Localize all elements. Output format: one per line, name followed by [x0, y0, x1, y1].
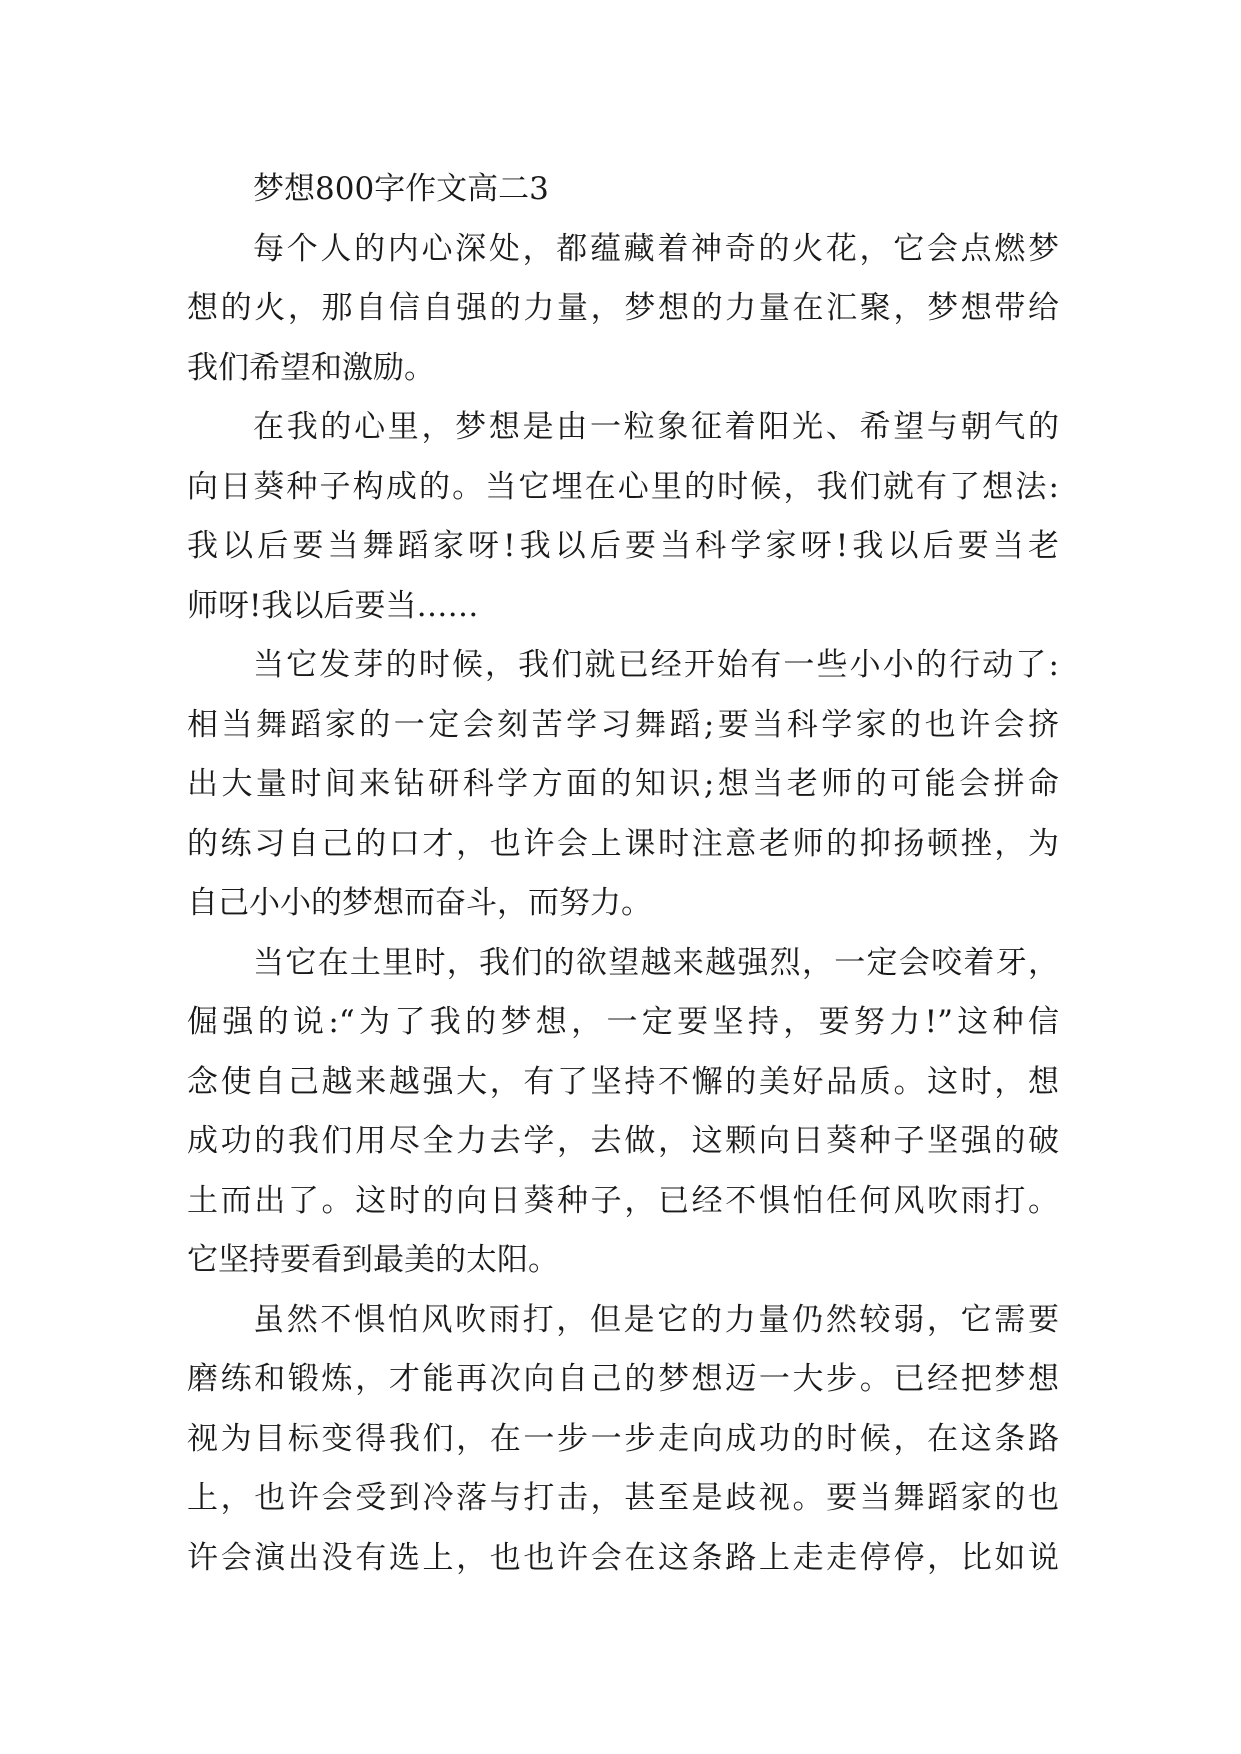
paragraph-line: 成功的我们用尽全力去学，去做，这颗向日葵种子坚强的破 — [187, 1123, 1059, 1159]
paragraph-line: 出大量时间来钻研科学方面的知识;想当老师的可能会拼命 — [187, 766, 1059, 802]
paragraph-line: 向日葵种子构成的。当它埋在心里的时候，我们就有了想法: — [187, 468, 1059, 505]
paragraph-line: 我以后要当舞蹈家呀!我以后要当科学家呀!我以后要当老 — [187, 528, 1059, 564]
paragraph-line: 虽然不惧怕风吹雨打，但是它的力量仍然较弱，它需要 — [253, 1301, 1059, 1338]
paragraph-line: 我们希望和激励。 — [187, 349, 435, 386]
paragraph-line: 它坚持要看到最美的太阳。 — [187, 1242, 559, 1278]
paragraph-line: 每个人的内心深处，都蕴藏着神奇的火花，它会点燃梦 — [253, 230, 1059, 267]
paragraph-line: 倔强的说:“为了我的梦想，一定要坚持，要努力!”这种信 — [187, 1004, 1059, 1040]
paragraph-line: 相当舞蹈家的一定会刻苦学习舞蹈;要当科学家的也许会挤 — [187, 706, 1059, 743]
paragraph-line: 在我的心里，梦想是由一粒象征着阳光、希望与朝气的 — [253, 409, 1059, 445]
paragraph-line: 上，也许会受到冷落与打击，甚至是歧视。要当舞蹈家的也 — [187, 1480, 1059, 1516]
document-body — [187, 160, 1059, 1588]
paragraph-line: 当它发芽的时候，我们就已经开始有一些小小的行动了: — [253, 647, 1059, 683]
document-title: 梦想800字作文高二3 — [253, 171, 549, 207]
paragraph — [187, 398, 1059, 636]
paragraph — [187, 636, 1059, 934]
paragraph-line: 师呀!我以后要当…… — [187, 587, 479, 624]
paragraph-line: 磨练和锻炼，才能再次向自己的梦想迈一大步。已经把梦想 — [187, 1361, 1059, 1397]
paragraph-line: 的练习自己的口才，也许会上课时注意老师的抑扬顿挫，为 — [187, 825, 1059, 862]
paragraph-line: 想的火，那自信自强的力量，梦想的力量在汇聚，梦想带给 — [187, 290, 1059, 326]
paragraph-line: 许会演出没有选上，也也许会在这条路上走走停停，比如说 — [187, 1539, 1059, 1576]
paragraph-line: 自己小小的梦想而奋斗，而努力。 — [187, 885, 652, 921]
paragraph — [187, 1291, 1059, 1589]
paragraph-line: 念使自己越来越强大，有了坚持不懈的美好品质。这时，想 — [187, 1063, 1059, 1100]
paragraph — [187, 220, 1059, 399]
paragraph — [187, 934, 1059, 1291]
paragraph-line: 视为目标变得我们，在一步一步走向成功的时候，在这条路 — [187, 1420, 1059, 1457]
paragraph-line: 土而出了。这时的向日葵种子，已经不惧怕任何风吹雨打。 — [187, 1182, 1059, 1219]
paragraph-line: 当它在土里时，我们的欲望越来越强烈，一定会咬着牙， — [253, 944, 1059, 981]
